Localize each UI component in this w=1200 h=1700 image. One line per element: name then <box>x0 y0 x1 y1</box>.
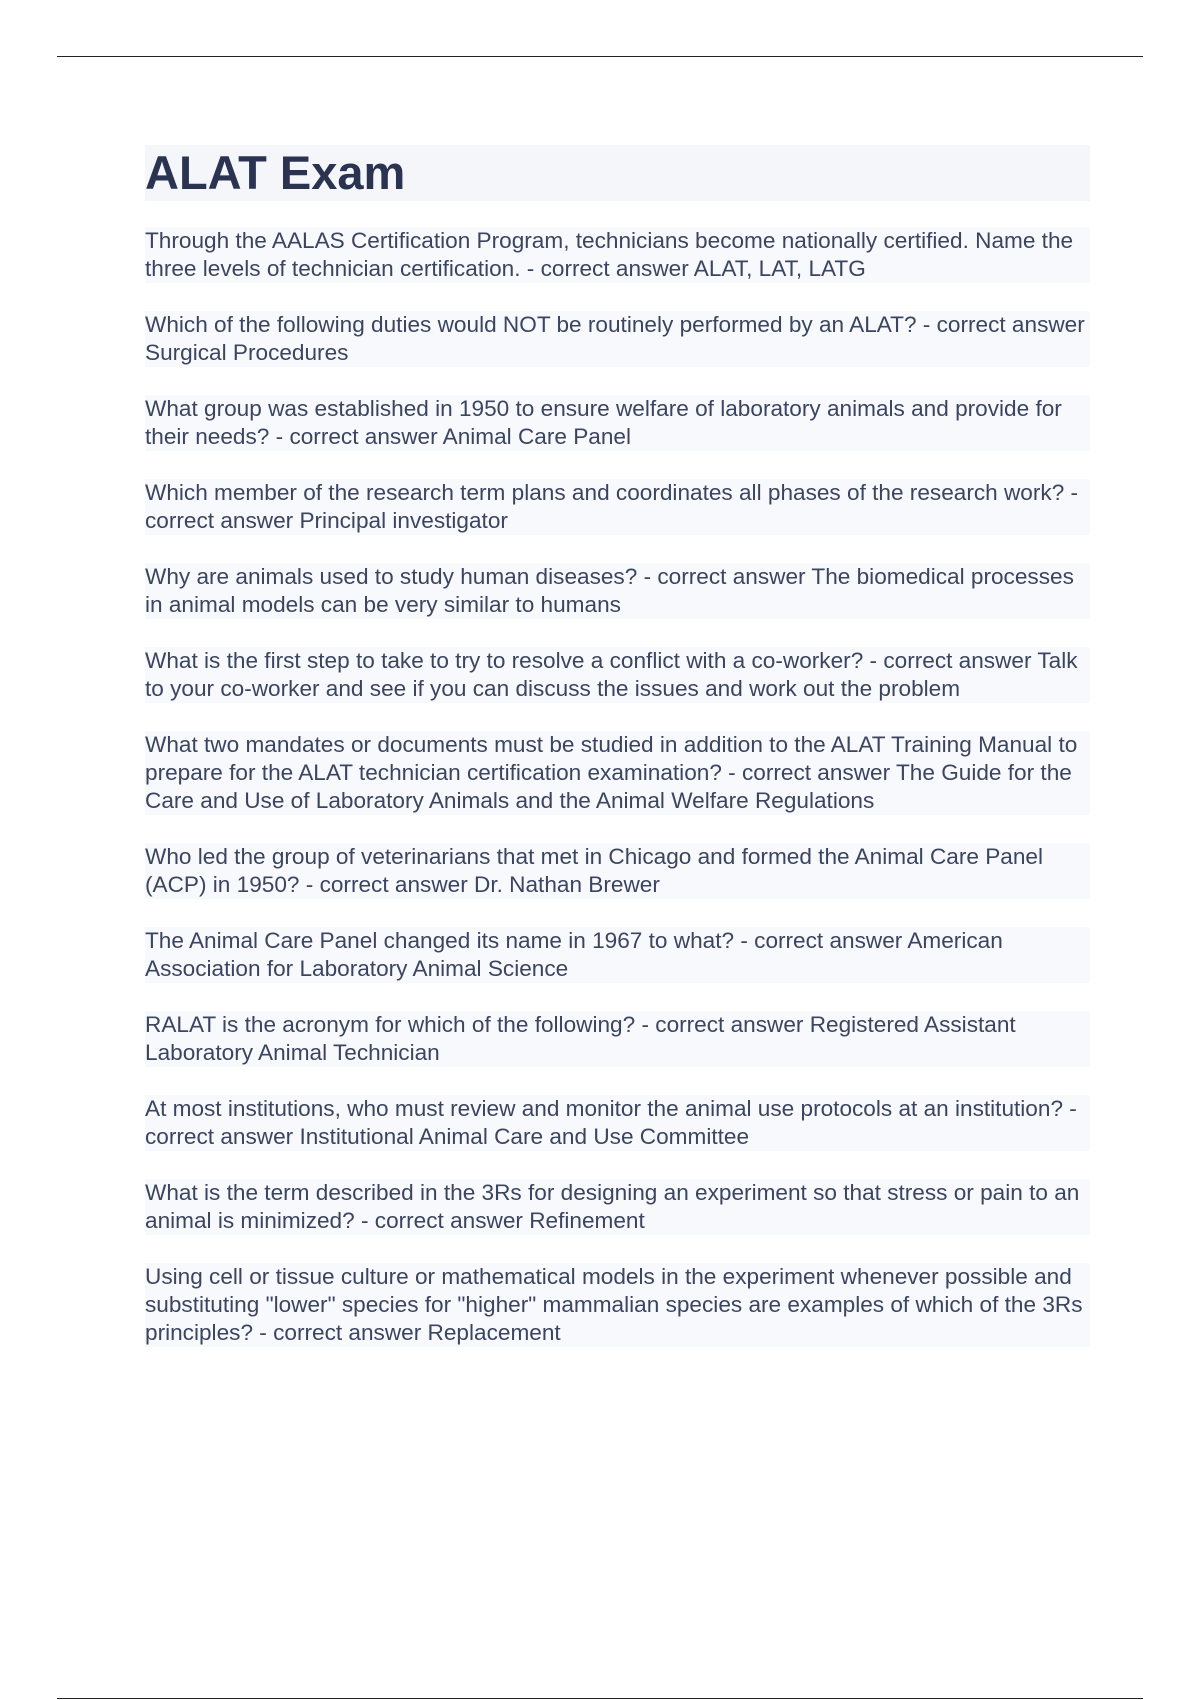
question-text: RALAT is the acronym for which of the following? <box>145 1012 636 1037</box>
question-text: Which member of the research term plans and coordinates all phases of the research work? <box>145 480 1065 505</box>
qa-item <box>145 479 1090 535</box>
question-text: What is the term described in the 3Rs for designing an experiment so that stress or pain to an animal is minimized? <box>145 1180 1080 1233</box>
question-text: Through the AALAS Certification Program, technicians become nationally certified. Name the three levels of technician certification. <box>145 228 1074 281</box>
qa-item <box>145 1011 1090 1067</box>
answer-text: Refinement <box>529 1208 645 1233</box>
answer-text: Replacement <box>427 1320 561 1345</box>
answer-text: ALAT, LAT, LATG <box>693 256 866 281</box>
answer-separator: - correct answer <box>354 1208 530 1233</box>
answer-text: The Guide for the Care and Use of Laboratory Animals and the Animal Welfare Regulations <box>145 760 1072 813</box>
qa-item <box>145 395 1090 451</box>
qa-item <box>145 1179 1090 1235</box>
answer-text: The biomedical processes in animal models can be very similar to humans <box>145 564 1074 617</box>
answer-separator: - correct answer <box>635 1012 810 1037</box>
answer-separator: - correct answer <box>269 424 443 449</box>
answer-separator: - correct answer <box>637 564 812 589</box>
question-text: Which of the following duties would NOT be routinely performed by an ALAT? <box>145 312 917 337</box>
qa-list <box>145 227 1090 1347</box>
answer-separator: - correct answer <box>520 256 694 281</box>
question-text: Who led the group of veterinarians that met in Chicago and formed the Animal Care Panel (ACP) in 1950? <box>145 844 1043 897</box>
question-text: At most institutions, who must review and monitor the animal use protocols at an institution? <box>145 1096 1064 1121</box>
answer-separator: - correct answer <box>145 480 1079 533</box>
qa-item <box>145 731 1090 815</box>
qa-item <box>145 1095 1090 1151</box>
question-text: Why are animals used to study human diseases? <box>145 564 638 589</box>
answer-separator: - correct answer <box>299 872 475 897</box>
qa-item <box>145 1263 1090 1347</box>
answer-separator: - correct answer <box>253 1320 428 1345</box>
question-text: What is the first step to take to try to resolve a conflict with a co-worker? <box>145 648 864 673</box>
question-text: The Animal Care Panel changed its name in 1967 to what? <box>145 928 735 953</box>
qa-item <box>145 647 1090 703</box>
answer-text: Talk to your co-worker and see if you can discuss the issues and work out the problem <box>145 648 1078 701</box>
answer-text: Registered Assistant Laboratory Animal Technician <box>145 1012 1016 1065</box>
answer-text: Institutional Animal Care and Use Committee <box>299 1124 750 1149</box>
question-text: What group was established in 1950 to ensure welfare of laboratory animals and provide for their needs? <box>145 396 1062 449</box>
answer-text: Surgical Procedures <box>145 340 349 365</box>
answer-separator: - correct answer <box>721 760 896 785</box>
qa-item <box>145 311 1090 367</box>
answer-separator: - correct answer <box>916 312 1085 337</box>
top-rule <box>57 56 1143 57</box>
answer-text: Animal Care Panel <box>442 424 632 449</box>
answer-text: American Association for Laboratory Animal Science <box>145 928 1003 981</box>
question-text: Using cell or tissue culture or mathematical models in the experiment whenever possible and substituting "lower" species for "higher" mammalian species are examples of which of the 3Rs principles? <box>145 1264 1083 1345</box>
qa-item <box>145 843 1090 899</box>
answer-separator: - correct answer <box>734 928 908 953</box>
answer-separator: - correct answer <box>863 648 1038 673</box>
qa-item <box>145 927 1090 983</box>
bottom-rule <box>57 1698 1143 1699</box>
document-title: ALAT Exam <box>145 145 1090 201</box>
qa-item <box>145 563 1090 619</box>
answer-separator: - correct answer <box>145 1096 1077 1149</box>
answer-text: Dr. Nathan Brewer <box>474 872 660 897</box>
answer-text: Principal investigator <box>299 508 508 533</box>
question-text: What two mandates or documents must be studied in addition to the ALAT Training Manual to prepare for the ALAT technician certification examination? <box>145 732 1078 785</box>
qa-item <box>145 227 1090 283</box>
document-content <box>145 145 1090 1375</box>
